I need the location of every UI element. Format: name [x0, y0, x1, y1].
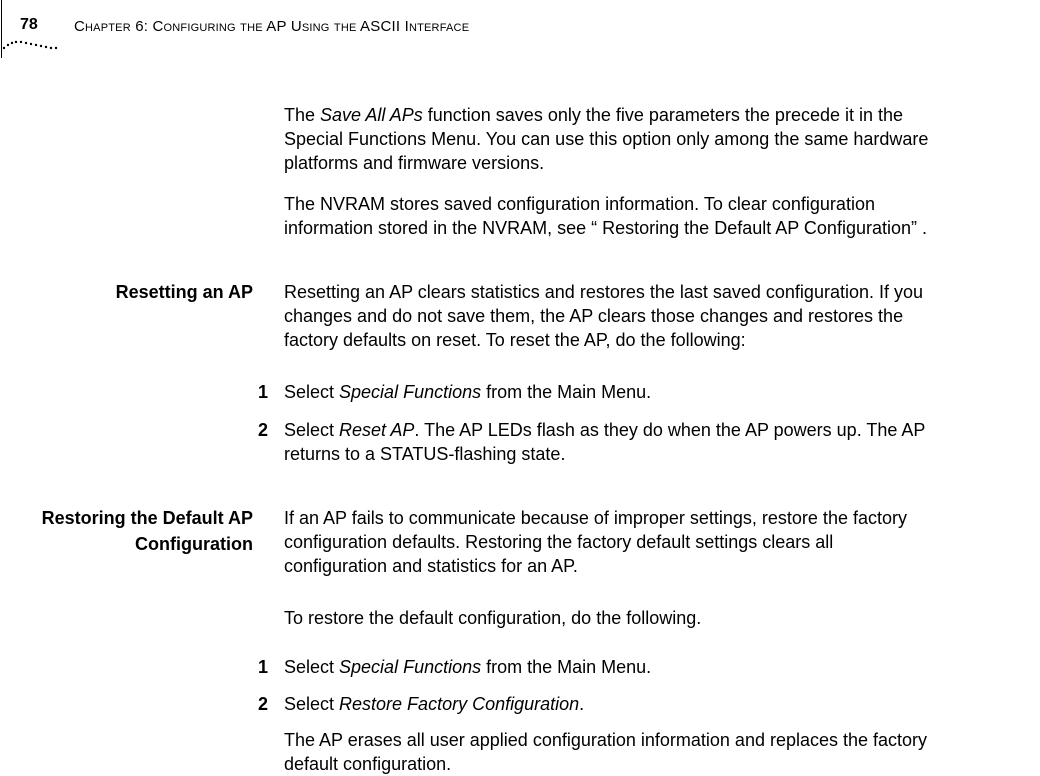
- save-all-term: Save All APs: [320, 105, 423, 125]
- restore-result-paragraph: [284, 728, 1040, 776]
- reset-step-1-number: 1: [257, 382, 268, 402]
- restoring-line-3: configuration and statistics for an AP.: [284, 556, 578, 576]
- restoring-heading-line-2: Configuration: [135, 534, 253, 554]
- nvram-line-1: The NVRAM stores saved configuration information. To clear configuration: [284, 194, 875, 214]
- reset-step-2-line-1: [284, 418, 1040, 442]
- save-all-suffix: function saves only the five parameters the precede it in the: [422, 105, 904, 125]
- reset-step-1-post: from the Main Menu.: [481, 382, 652, 402]
- restoring-heading: [42, 505, 253, 557]
- restore-step-2: [284, 692, 1040, 716]
- reset-step-2-line-2: returns to a STATUS-flashing state.: [284, 444, 566, 464]
- restore-step-1-pre: Select: [284, 657, 340, 677]
- save-all-line-2: Special Functions Menu. You can use this option only among the same hardware: [284, 129, 929, 149]
- nvram-line-2: information stored in the NVRAM, see “ Restoring the Default AP Configuration” .: [284, 218, 927, 238]
- chapter-title-text: Chapter 6: Configuring the AP Using the ASCII Interface: [74, 18, 470, 35]
- reset-step-2-post: . The AP LEDs flash as they do when the AP powers up. The AP: [414, 420, 926, 440]
- save-all-line-1: [284, 103, 1040, 127]
- restore-step-1-term: Special Functions: [339, 657, 482, 677]
- restore-result-line-1: The AP erases all user applied configuration information and replaces the factory: [284, 730, 928, 750]
- reset-step-1-pre: Select: [284, 382, 340, 402]
- page-number: 78: [20, 16, 38, 33]
- nvram-paragraph: [284, 192, 1040, 240]
- restoring-line-1: If an AP fails to communicate because of improper settings, restore the factory: [284, 508, 907, 528]
- resetting-line-2: changes and do not save them, the AP clears those changes and restores the: [284, 306, 904, 326]
- save-all-line-3: platforms and firmware versions.: [284, 153, 545, 173]
- reset-step-1: [284, 380, 1040, 404]
- save-all-paragraph: [284, 103, 1040, 175]
- reset-step-2: [284, 418, 1040, 466]
- reset-step-1-term: Special Functions: [339, 382, 482, 402]
- reset-step-2-term: Reset AP: [339, 420, 415, 440]
- restore-result-line-2: default configuration.: [284, 754, 452, 774]
- resetting-heading: Resetting an AP: [115, 282, 253, 302]
- save-all-prefix: The: [284, 105, 321, 125]
- restore-step-2-post: .: [579, 694, 585, 714]
- reset-step-2-number: 2: [257, 420, 268, 440]
- restore-step-1: [284, 655, 1040, 679]
- restoring-paragraph: [284, 506, 1040, 578]
- restore-step-1-number: 1: [257, 657, 268, 677]
- restore-step-2-number: 2: [257, 694, 268, 714]
- reset-step-2-pre: Select: [284, 420, 340, 440]
- restoring-instruction: To restore the default configuration, do the following.: [284, 608, 702, 628]
- corner-dotted-rule: [1, 38, 59, 52]
- resetting-paragraph: [284, 280, 1040, 352]
- restoring-line-2: configuration defaults. Restoring the factory default settings clears all: [284, 532, 834, 552]
- restoring-heading-line-1: Restoring the Default AP: [41, 508, 253, 528]
- resetting-line-1: Resetting an AP clears statistics and restores the last saved configuration. If you: [284, 282, 924, 302]
- restore-step-2-pre: Select: [284, 694, 340, 714]
- resetting-line-3: factory defaults on reset. To reset the AP, do the following:: [284, 330, 746, 350]
- chapter-title: [74, 18, 469, 35]
- restore-step-1-post: from the Main Menu.: [481, 657, 652, 677]
- restore-step-2-term: Restore Factory Configuration: [339, 694, 580, 714]
